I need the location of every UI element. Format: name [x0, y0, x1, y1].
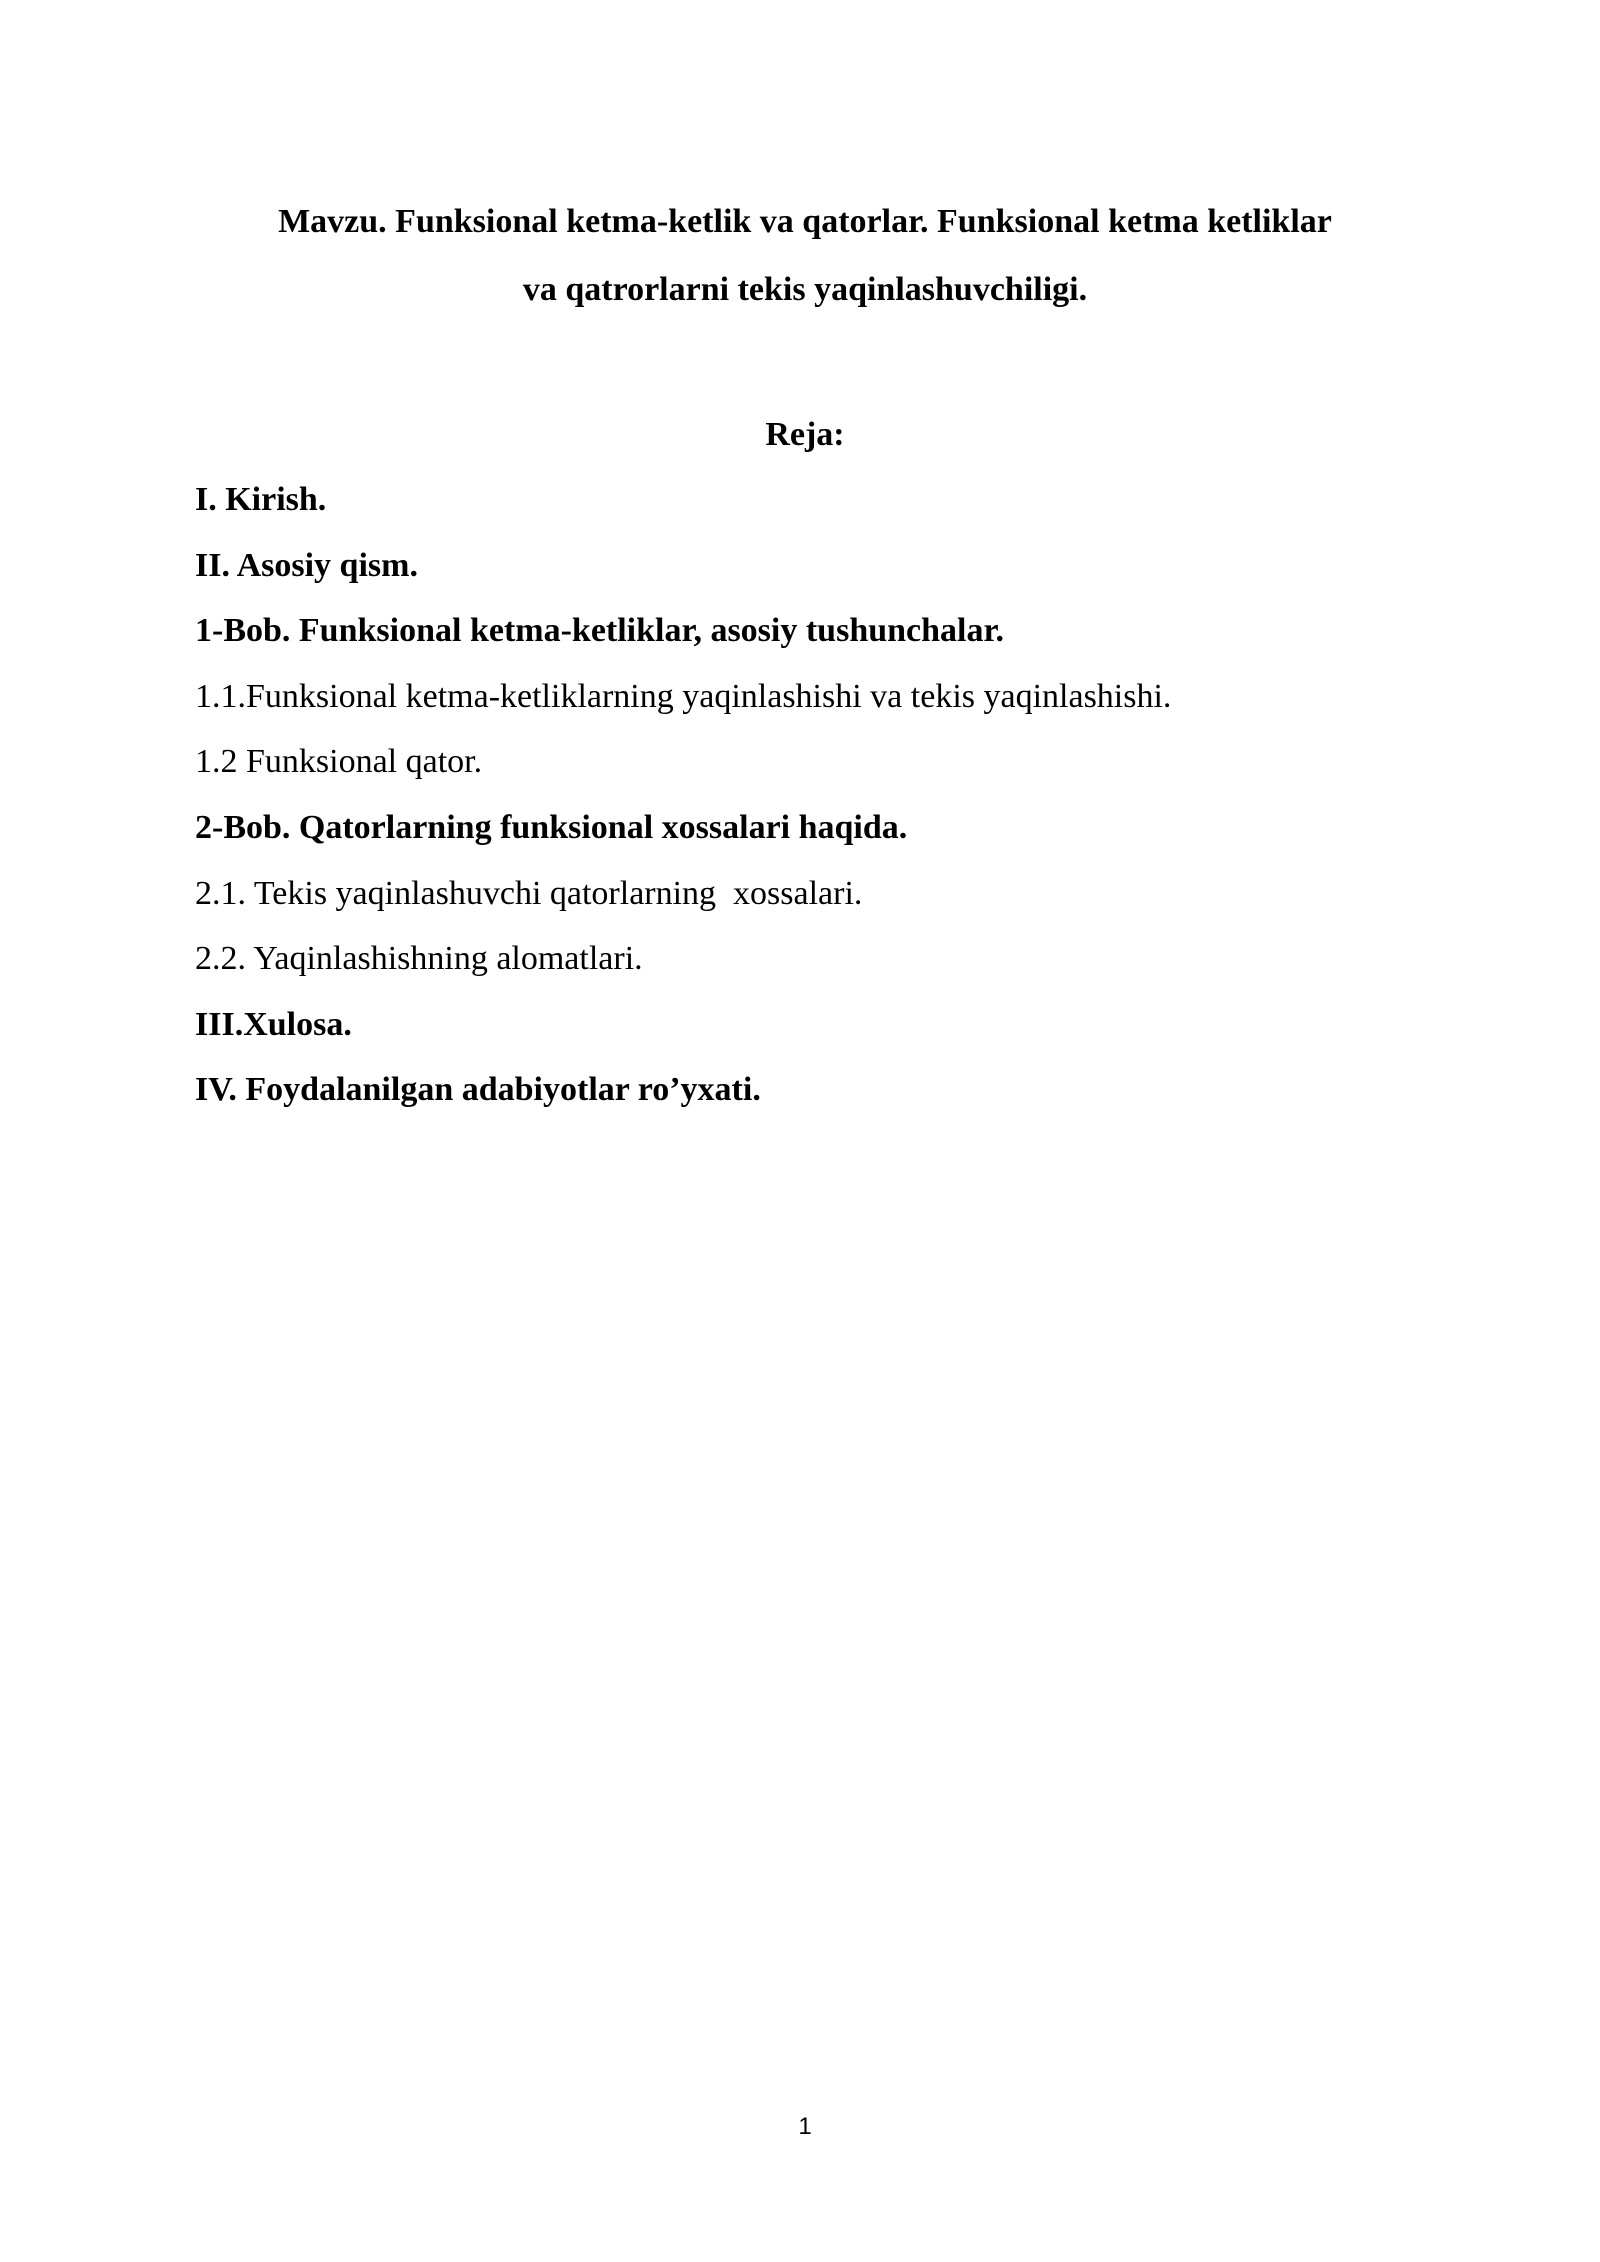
toc-item-main-part: II. Asosiy qism.: [195, 546, 418, 584]
page-title: [200, 188, 1410, 324]
toc-item-conclusion: III.Xulosa.: [195, 1005, 352, 1043]
title-line-1: Mavzu. Funksional ketma-ketlik va qatorlar. Funksional ketma ketliklar: [278, 203, 1332, 240]
toc-item-chapter-1: 1-Bob. Funksional ketma-ketliklar, asosiy tushunchalar.: [195, 612, 1004, 650]
table-of-contents: [195, 475, 1445, 1131]
toc-item-section-2-1: 2.1. Tekis yaqinlashuvchi qatorlarning xossalari.: [195, 874, 863, 912]
toc-item-section-1-1: 1.1.Funksional ketma-ketliklarning yaqinlashishi va tekis yaqinlashishi.: [195, 677, 1172, 715]
toc-item-introduction: I. Kirish.: [195, 481, 327, 518]
page-number: 1: [798, 2113, 812, 2140]
toc-item-section-2-2: 2.2. Yaqinlashishning alomatlari.: [195, 940, 643, 978]
title-line-2: va qatrorlarni tekis yaqinlashuvchiligi.: [522, 271, 1088, 308]
toc-item-references: IV. Foydalanilgan adabiyotlar ro’yxati.: [195, 1071, 761, 1109]
toc-item-section-1-2: 1.2 Funksional qator.: [195, 743, 483, 781]
plan-heading: Reja:: [765, 416, 845, 453]
toc-item-chapter-2: 2-Bob. Qatorlarning funksional xossalari haqida.: [195, 808, 908, 846]
